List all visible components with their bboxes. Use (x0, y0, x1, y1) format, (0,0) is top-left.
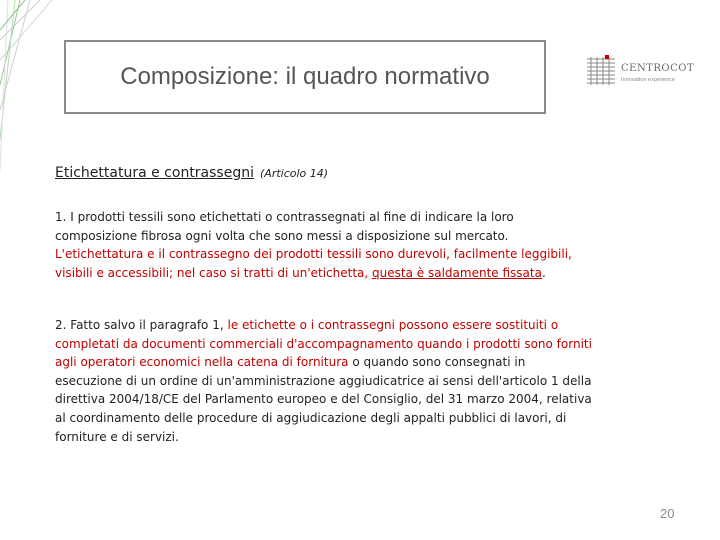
paragraph-2-highlight: le etichette o i contrassegni possono essere sostituiti o completati da documenti commerciali d'accompagnamento quando i prodotti sono forniti agli operatori economici nella catena di fornitura (55, 318, 592, 370)
section-heading (55, 165, 328, 181)
section-heading-text: Etichettatura e contrassegni (55, 165, 254, 181)
logo-tagline: Innovation experience (621, 77, 675, 83)
paragraph-1-intro: 1. I prodotti tessili sono etichettati o contrassegnati al fine di indicare la loro composizione fibrosa ogni volta che sono messi a disposizione sul mercato. (55, 210, 514, 243)
paragraph-1-end: . (541, 265, 546, 280)
section-article: (Articolo 14) (260, 167, 329, 180)
paragraph-2-rest: o quando sono consegnati in esecuzione di un ordine di un'amministrazione aggiudicatrice ai sensi dell'articolo 1 della direttiva 2004/18/CE del Parlamento europeo e del Consiglio, del 31 marzo 2004, relativa al coordinamento delle procedure di aggiudicazione degli appalti pubblici di lavori, di forniture e di servizi. (55, 355, 592, 444)
page-number: 20 (660, 506, 675, 521)
paragraph-1 (55, 208, 595, 282)
centrocot-logo (585, 55, 695, 91)
decorative-corner-lines (0, 0, 60, 200)
slide-title: Composizione: il quadro normativo (120, 63, 490, 90)
paragraph-1-highlight: L'etichettatura e il contrassegno dei prodotti tessili sono durevoli, facilmente leggibili, visibili e accessibili; nel caso si tratti di un'etichetta, (55, 247, 572, 280)
paragraph-1-underlined: questa è saldamente fissata (372, 265, 542, 280)
slide-title-box (64, 40, 546, 114)
centrocot-logo-mark-icon (585, 55, 617, 89)
paragraph-2 (55, 316, 595, 446)
logo-name: CENTROCOT (621, 63, 695, 74)
paragraph-2-intro: 2. Fatto salvo il paragrafo 1, (55, 318, 224, 332)
